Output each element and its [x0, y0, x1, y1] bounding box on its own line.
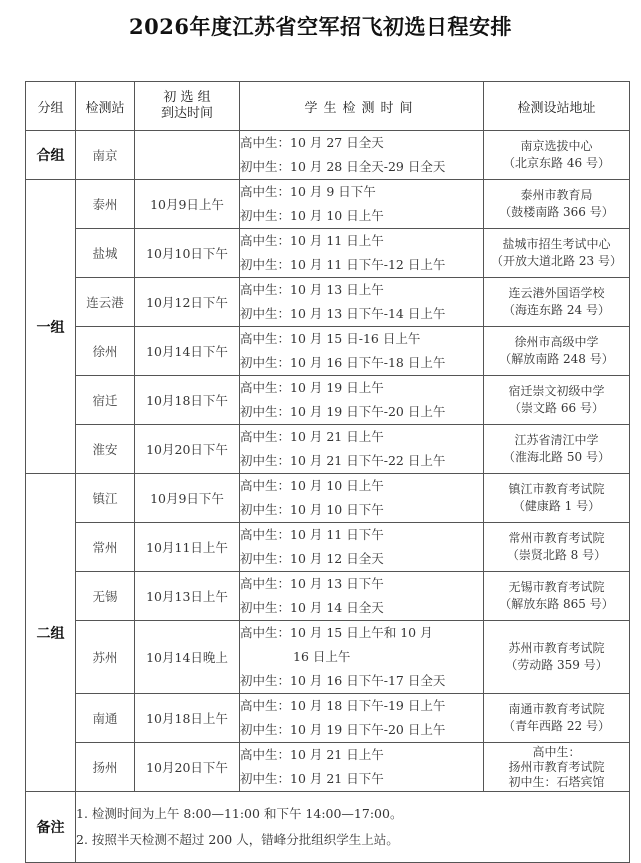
- address-street: （海连东路 24 号）: [503, 303, 610, 317]
- student-times: [240, 621, 484, 694]
- station-address: [484, 278, 630, 327]
- header-arrival-line1: 初 选 组: [163, 90, 211, 105]
- station-name: 徐州: [76, 327, 135, 376]
- station-name: 南通: [76, 694, 135, 743]
- student-times: [240, 425, 484, 474]
- station-address: [484, 743, 630, 792]
- station-address: [484, 523, 630, 572]
- high-school-time: 高中生：10 月 18 日下午-19 日上午: [240, 698, 446, 713]
- station-name: 镇江: [76, 474, 135, 523]
- station-address: [484, 327, 630, 376]
- address-name: 扬州市教育考试院: [508, 759, 605, 774]
- arrival-time: 10月20日下午: [135, 743, 240, 792]
- student-times: [240, 572, 484, 621]
- schedule-table: [25, 81, 630, 863]
- middle-school-time: 初中生：10 月 10 日上午: [240, 208, 384, 223]
- station-name: 宿迁: [76, 376, 135, 425]
- address-name: 徐州市高级中学: [514, 335, 599, 349]
- student-times: [240, 180, 484, 229]
- table-row: [26, 327, 630, 376]
- table-row: [26, 694, 630, 743]
- high-school-time: 高中生：10 月 13 日下午: [240, 576, 384, 591]
- high-school-time: 高中生：10 月 15 日-16 日上午: [240, 331, 421, 346]
- header-student-time: 学生检测时间: [240, 82, 484, 131]
- table-row: [26, 376, 630, 425]
- address-street: （崇贤北路 8 号）: [506, 548, 607, 562]
- student-times: [240, 131, 484, 180]
- page-title: 2026年度江苏省空军招飞初选日程安排: [129, 14, 512, 39]
- student-times: [240, 743, 484, 792]
- high-school-time: 高中生：10 月 27 日全天: [240, 135, 384, 150]
- high-school-time: 高中生：10 月 15 日上午和 10 月: [240, 625, 433, 640]
- high-school-time: 高中生：10 月 9 日下午: [240, 184, 376, 199]
- address-name: 盐城市招生考试中心: [502, 237, 611, 251]
- middle-school-time: 初中生：10 月 19 日下午-20 日上午: [240, 404, 446, 419]
- notes-content: [76, 792, 630, 863]
- arrival-time: 10月18日上午: [135, 694, 240, 743]
- header-group: 分组: [26, 82, 76, 131]
- table-row: [26, 621, 630, 694]
- group-label: 合组: [26, 131, 76, 180]
- high-school-time: 高中生：10 月 21 日上午: [240, 747, 384, 762]
- middle-school-time: 初中生：10 月 21 日下午-22 日上午: [240, 453, 446, 468]
- middle-school-time: 初中生：10 月 11 日下午-12 日上午: [240, 257, 446, 272]
- station-address: [484, 229, 630, 278]
- table-row: [26, 229, 630, 278]
- station-name: 无锡: [76, 572, 135, 621]
- high-school-time: 高中生：10 月 13 日上午: [240, 282, 384, 297]
- address-name: 泰州市教育局: [520, 188, 593, 202]
- group-label: 一组: [26, 180, 76, 474]
- table-row: [26, 425, 630, 474]
- arrival-time: [135, 131, 240, 180]
- address-name: 南京选拔中心: [520, 139, 593, 153]
- address-name: 南通市教育考试院: [508, 702, 605, 716]
- middle-school-time: 初中生：10 月 14 日全天: [240, 600, 384, 615]
- high-school-time: 高中生：10 月 11 日下午: [240, 527, 384, 542]
- station-address: [484, 621, 630, 694]
- student-times: [240, 327, 484, 376]
- arrival-time: 10月11日上午: [135, 523, 240, 572]
- station-name: 南京: [76, 131, 135, 180]
- arrival-time: 10月9日上午: [135, 180, 240, 229]
- header-row: [26, 82, 630, 131]
- address-name: 连云港外国语学校: [508, 286, 605, 300]
- address-street: （劳动路 359 号）: [505, 658, 608, 672]
- arrival-time: 10月18日下午: [135, 376, 240, 425]
- table-row: [26, 743, 630, 792]
- address-name: 镇江市教育考试院: [508, 482, 605, 496]
- address-street: （解放南路 248 号）: [499, 352, 614, 366]
- station-address: [484, 694, 630, 743]
- address-name: 江苏省清江中学: [514, 433, 599, 447]
- high-school-time-cont: 16 日上午: [293, 649, 351, 664]
- notes-row: [26, 792, 630, 863]
- table-row: [26, 474, 630, 523]
- arrival-time: 10月14日晚上: [135, 621, 240, 694]
- station-name: 淮安: [76, 425, 135, 474]
- student-times: [240, 694, 484, 743]
- address-street: （开放大道北路 23 号）: [491, 254, 622, 268]
- arrival-time: 10月14日下午: [135, 327, 240, 376]
- student-times: [240, 229, 484, 278]
- address-street: （淮海北路 50 号）: [503, 450, 610, 464]
- notes-label: 备注: [26, 792, 76, 863]
- address-street: （健康路 1 号）: [512, 499, 601, 513]
- header-station: 检测站: [76, 82, 135, 131]
- address-street: （鼓楼南路 366 号）: [499, 205, 614, 219]
- header-address: 检测设站地址: [484, 82, 630, 131]
- station-name: 泰州: [76, 180, 135, 229]
- station-name: 连云港: [76, 278, 135, 327]
- address-high-label: 高中生：: [532, 744, 581, 759]
- station-address: [484, 180, 630, 229]
- middle-school-time: 初中生：10 月 16 日下午-18 日上午: [240, 355, 446, 370]
- arrival-time: 10月12日下午: [135, 278, 240, 327]
- arrival-time: 10月13日上午: [135, 572, 240, 621]
- middle-school-time: 初中生：10 月 10 日下午: [240, 502, 384, 517]
- header-arrival: [135, 82, 240, 131]
- station-address: [484, 425, 630, 474]
- arrival-time: 10月20日下午: [135, 425, 240, 474]
- address-street: （崇文路 66 号）: [509, 401, 604, 415]
- address-name: 苏州市教育考试院: [508, 641, 605, 655]
- station-address: [484, 131, 630, 180]
- address-middle: 初中生：石塔宾馆: [508, 774, 605, 789]
- middle-school-time: 初中生：10 月 13 日下午-14 日上午: [240, 306, 446, 321]
- middle-school-time: 初中生：10 月 21 日下午: [240, 771, 384, 786]
- student-times: [240, 278, 484, 327]
- table-row: [26, 180, 630, 229]
- table-row: [26, 523, 630, 572]
- high-school-time: 高中生：10 月 11 日上午: [240, 233, 384, 248]
- station-name: 苏州: [76, 621, 135, 694]
- station-name: 盐城: [76, 229, 135, 278]
- table-row: [26, 278, 630, 327]
- student-times: [240, 523, 484, 572]
- student-times: [240, 376, 484, 425]
- group-label: 二组: [26, 474, 76, 792]
- high-school-time: 高中生：10 月 21 日上午: [240, 429, 384, 444]
- high-school-time: 高中生：10 月 19 日上午: [240, 380, 384, 395]
- header-arrival-line2: 到达时间: [160, 106, 213, 121]
- station-address: [484, 572, 630, 621]
- station-name: 扬州: [76, 743, 135, 792]
- address-street: （解放东路 865 号）: [499, 597, 614, 611]
- address-name: 无锡市教育考试院: [508, 580, 605, 594]
- middle-school-time: 初中生：10 月 19 日下午-20 日上午: [240, 722, 446, 737]
- station-address: [484, 376, 630, 425]
- high-school-time: 高中生：10 月 10 日上午: [240, 478, 384, 493]
- address-name: 常州市教育考试院: [508, 531, 605, 545]
- student-times: [240, 474, 484, 523]
- middle-school-time: 初中生：10 月 12 日全天: [240, 551, 384, 566]
- address-name: 宿迁崇文初级中学: [508, 384, 605, 398]
- note-item: 2. 按照半天检测不超过 200 人，错峰分批组织学生上站。: [76, 832, 399, 847]
- station-name: 常州: [76, 523, 135, 572]
- middle-school-time: 初中生：10 月 28 日全天-29 日全天: [240, 159, 446, 174]
- table-row: [26, 572, 630, 621]
- address-street: （北京东路 46 号）: [503, 156, 610, 170]
- address-street: （青年西路 22 号）: [503, 719, 610, 733]
- arrival-time: 10月9日下午: [135, 474, 240, 523]
- table-row: [26, 131, 630, 180]
- station-address: [484, 474, 630, 523]
- note-item: 1. 检测时间为上午 8:00—11:00 和下午 14:00—17:00。: [76, 806, 403, 821]
- arrival-time: 10月10日下午: [135, 229, 240, 278]
- middle-school-time: 初中生：10 月 16 日下午-17 日全天: [240, 673, 446, 688]
